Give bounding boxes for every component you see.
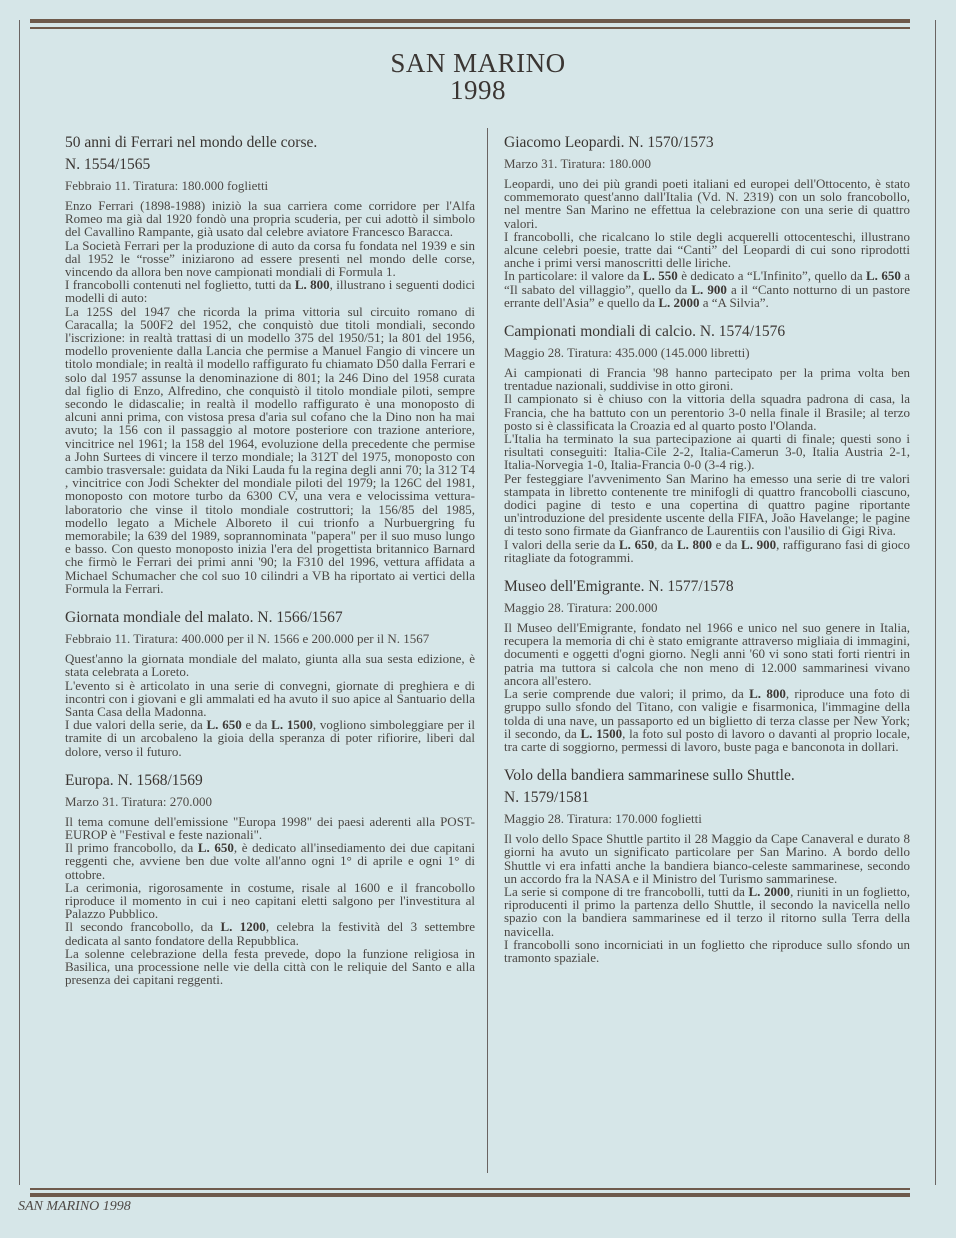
stamp-value: L. 2000 (658, 294, 700, 310)
section-number: N. 1554/1565 (65, 156, 151, 173)
paragraph: La serie comprende due valori; il primo, da L. 800, riproduce una foto di gruppo sullo sfondo del Titano, con valigie e fisarmonica, l'immagine della tolda di una nave, un passaporto ed un biglietto di terza classe per New York; il secondo, da L. 1500, la foto sul posto di lavoro o davanti al proprio locale, tra carte di soggiorno, permessi di lavoro, buste paga e banconota in dollari. (504, 686, 911, 754)
stamp-value: L. 900 (741, 536, 777, 552)
paragraph: In particolare: il valore da L. 550 è dedicato a “L'Infinito”, quello da L. 650 a “Il sabato del villaggio”, quello da L. 900 a il “Canto notturno di un pastore errante dell'Asia” e quello da L. 2000 a “A Silvia”. (504, 268, 911, 310)
section-meta: Febbraio 11. Tiratura: 180.000 foglietti (65, 178, 269, 193)
section-meta: Maggio 28. Tiratura: 170.000 foglietti (504, 811, 702, 827)
top-rule-thick (30, 19, 910, 23)
paragraph: Quest'anno la giornata mondiale del malato, giunta alla sua sesta edizione, è stata celebrata a Loreto. (65, 651, 475, 680)
stamp-value: L. 650 (206, 717, 242, 733)
stamp-value: L. 650 (866, 268, 901, 284)
section-meta: Febbraio 11. Tiratura: 400.000 per il N. 1566 e 200.000 per il N. 1567 (65, 631, 430, 647)
section-heading: Giacomo Leopardi. N. 1570/1573 (504, 134, 714, 151)
section-heading: Volo della bandiera sammarinese sullo Shuttle. (504, 767, 795, 785)
stamp-value: L. 800 (749, 686, 786, 702)
section-heading: Museo dell'Emigrante. N. 1577/1578 (504, 578, 734, 596)
stamp-value: L. 550 (642, 268, 678, 284)
right-column (504, 133, 910, 977)
bottom-rule-thin (30, 1188, 910, 1190)
paragraph: La 125S del 1947 che ricorda la prima vittoria sul circuito romano di Caracalla; la 500F2 del 1952, che conquistò due titoli mondiali, secondo l'iscrizione: in realtà trattasi di un modello 375 del 1950/51; la 801 del 1956, modello proveniente dalla Lancia che permise a Manuel Fangio di vincere un titolo mondiale; in realtà il modello raffigurato fu chiamato D50 dalla Ferrari e solo dal 1957 assunse la denominazione di 801; la 246 Dino del 1958 curata dal figlio di Enzo, Alfredino, che conquistò il titolo mondiale piloti, sempre secondo le didascalie; in realtà il modello raffigurato è una monoposto di alcuni anni prima, con vistosa presa d'aria sul cofano che la Dino non ha mai avuto; la 156 con il passaggio al motore posteriore con trazione anteriore, vincitrice nel 1961; la 158 del 1964, evoluzione della precedente che permise a John Surtees di vincere il terzo mondiale; la 312T del 1975, monoposto con cambio trasversale: guidata da Niki Lauda fu la regina degli anni 70; la 312 T4 , vincitrice con Jodi Schekter del mondiale piloti del 1979; la 126C del 1981, monoposto con motore turbo da 6300 CV, una vera e velocissima vettura-laboratorio che vinse il titolo mondiale costruttori; la 156/85 del 1985, modello legato a Michele Alboreto il cui trionfo a Nurbuergring fu memorabile; la 639 del 1989, soprannominata "papera" per il suo muso lungo e basso. Con questo monoposto inizia l'era del progettista britannico Barnard che firmò le Ferrari dei primi anni '90; la F310 del 1996, vettura affidata a Michael Schumacher che col suo 10 cilindri a VB ha riportato ai vertici della Formula la Ferrari. (65, 303, 475, 596)
column-divider (487, 128, 488, 1173)
bottom-rule-thick (30, 1193, 910, 1197)
section-leopardi (504, 133, 910, 309)
paragraph: L'evento si è articolato in una serie di convegni, giornate di preghiera e di incontri con i giovani e gli ammalati ed ha avuto il suo apice al Santuario della Santa Casa della Madonna. (65, 677, 475, 719)
frame-right-line (935, 20, 936, 1185)
paragraph: La Società Ferrari per la produzione di auto da corsa fu fondata nel 1939 e sin dal 1952 le “rosse” iniziarono ad essere presenti nel mondo delle corse, vincendo da allora ben nove campionati mondiali di Formula 1. (65, 237, 475, 280)
section-meta: Marzo 31. Tiratura: 270.000 (65, 793, 212, 809)
section-meta: Maggio 28. Tiratura: 200.000 (504, 600, 658, 616)
paragraph: I francobolli, che ricalcano lo stile degli acquerelli ottocenteschi, illustrano alcune celebri poesie, tratte dai “Canti” del Leopardi di cui sono riprodotti anche i primi versi manoscritti delle liriche. (504, 228, 910, 271)
page-footer: SAN MARINO 1998 (18, 1199, 131, 1214)
paragraph: La cerimonia, rigorosamente in costume, risale al 1600 e il francobollo riproduce il momento in cui i neo capitani eletti salgono per l'investitura al Palazzo Pubblico. (65, 879, 475, 922)
section-heading: Campionati mondiali di calcio. N. 1574/1576 (504, 323, 786, 341)
paragraph: Enzo Ferrari (1898-1988) iniziò la sua carriera come corridore per l'Alfa Romeo ma già dal 1920 fondò una propria scuderia, per cui adottò il simbolo del Cavallino Rampante, già usato dal celebre aviatore Francesco Baracca. (65, 198, 475, 240)
section-number: N. 1579/1581 (504, 789, 590, 807)
paragraph: Il secondo francobollo, da L. 1200, celebra la festività del 3 settembre dedicata al santo fondatore della Repubblica. (65, 919, 476, 948)
stamp-value: L. 900 (691, 281, 727, 297)
stamp-value: L. 650 (619, 536, 655, 552)
section-malato (65, 608, 475, 758)
paragraph: Il volo dello Space Shuttle partito il 28 Maggio da Cape Canaveral e durato 8 giorni ha avuto un significato particolare per San Marino. A bordo dello Shuttle vi era infatti anche la bandiera bianco-celeste sammarinese, secondo un accordo fra la NASA e il Ministro del Turismo sammarinese. (504, 831, 910, 886)
page-title (0, 50, 956, 104)
paragraph: La serie si compone di tre francobolli, tutti da L. 2000, riuniti in un foglietto, riproducenti il primo la partenza dello Shuttle, il secondo la navicella nello spazio con la bandiera sammarinese ed il terzo il ritorno sulla Terra della navicella. (504, 883, 910, 939)
section-heading: Europa. N. 1568/1569 (65, 771, 203, 789)
stamp-value: L. 1500 (271, 717, 313, 733)
stamp-value: L. 2000 (748, 883, 791, 899)
paragraph: Il tema comune dell'emissione "Europa 1998" dei paesi aderenti alla POST-EUROP è "Festival e feste nazionali". (65, 813, 475, 842)
stamp-value: L. 1200 (220, 919, 266, 935)
stamp-value: L. 800 (676, 536, 713, 552)
paragraph: I francobolli sono incorniciati in un foglietto che riproduce sullo sfondo un tramonto spaziale. (504, 936, 910, 965)
frame-left-line (19, 20, 20, 1185)
section-heading: Giornata mondiale del malato. N. 1566/1567 (65, 609, 343, 627)
paragraph: I francobolli contenuti nel foglietto, tutti da L. 800, illustrano i seguenti dodici modelli di auto: (65, 277, 475, 306)
paragraph: Leopardi, uno dei più grandi poeti italiani ed europei dell'Ottocento, è stato commemorato quest'anno dall'Italia (Vd. N. 2319) con un solo francobollo, nel mentre San Marino ne effettua la celebrazione con una serie di quattro valori. (504, 176, 910, 231)
top-rule-thin (30, 27, 910, 29)
paragraph: Il Museo dell'Emigrante, fondato nel 1966 e unico nel suo genere in Italia, recupera la memoria di chi è stato emigrante attraverso migliaia di immagini, documenti e oggetti d'ogni giorno. Negli anni '60 vi sono stati forti rientri in patria ma tuttora si calcola che non meno di 12.000 sammarinesi vivano ancora all'estero. (504, 620, 910, 688)
page-title-year: 1998 (450, 75, 506, 105)
section-europa (65, 771, 475, 987)
section-heading: 50 anni di Ferrari nel mondo delle corse. (65, 134, 318, 151)
paragraph: Il campionato si è chiuso con la vittoria della squadra padrona di casa, la Francia, che ha battuto con un perentorio 3-0 nella finale il Brasile; al terzo posto si è classificata la Croazia ed al quarto posto l'Olanda. (504, 391, 910, 433)
section-shuttle (504, 766, 910, 964)
stamp-value: L. 650 (197, 840, 234, 856)
left-column (65, 133, 475, 999)
paragraph: Il primo francobollo, da L. 650, è dedicato all'insediamento dei due capitani reggenti che, avviene ben due volte all'anno ogni 1° di aprile e ogni 1° di ottobre. (65, 840, 476, 882)
section-ferrari (65, 133, 475, 595)
paragraph: I valori della serie da L. 650, da L. 800 e da L. 900, raffigurano fasi di gioco ritagliate da fotogrammi. (504, 536, 910, 565)
paragraph: Ai campionati di Francia '98 hanno partecipato per la prima volta ben trentadue nazionali, suddivise in otto gironi. (504, 365, 910, 394)
section-meta: Marzo 31. Tiratura: 180.000 (504, 156, 651, 171)
stamp-value: L. 800 (294, 277, 330, 293)
page-title-country: SAN MARINO (390, 48, 566, 78)
section-emigrante (504, 577, 910, 753)
paragraph: La solenne celebrazione della festa prevede, dopo la funzione religiosa in Basilica, una processione nelle vie della città con le reliquie del Santo e alla presenza dei capitani reggenti. (65, 945, 475, 988)
section-calcio (504, 322, 910, 564)
section-meta: Maggio 28. Tiratura: 435.000 (145.000 libretti) (504, 345, 750, 361)
stamp-value: L. 1500 (580, 725, 623, 741)
paragraph: L'Italia ha terminato la sua partecipazione ai quarti di finale; questi sono i risultati conseguiti: Italia-Cile 2-2, Italia-Camerun 3-0, Italia Austria 2-1, Italia-Norvegia 1-0, Italia-Francia 0-0 (3-4 rig.). (504, 431, 910, 473)
paragraph: Per festeggiare l'avvenimento San Marino ha emesso una serie di tre valori stampata in libretto contenente tre minifogli di quattro francobolli ciascuno, dodici pagine di testo e una copertina di quattro pagine riportante un'introduzione del presidente uscente della FIFA, João Havelange; le pagine di testo sono firmate da Gianfranco de Laurentiis con l'ausilio di Gigi Riva. (504, 470, 910, 539)
paragraph: I due valori della serie, da L. 650 e da L. 1500, vogliono simboleggiare per il tramite di un arcobaleno la gioia della speranza di poter rifiorire, liberi dal dolore, verso il futuro. (65, 717, 475, 759)
